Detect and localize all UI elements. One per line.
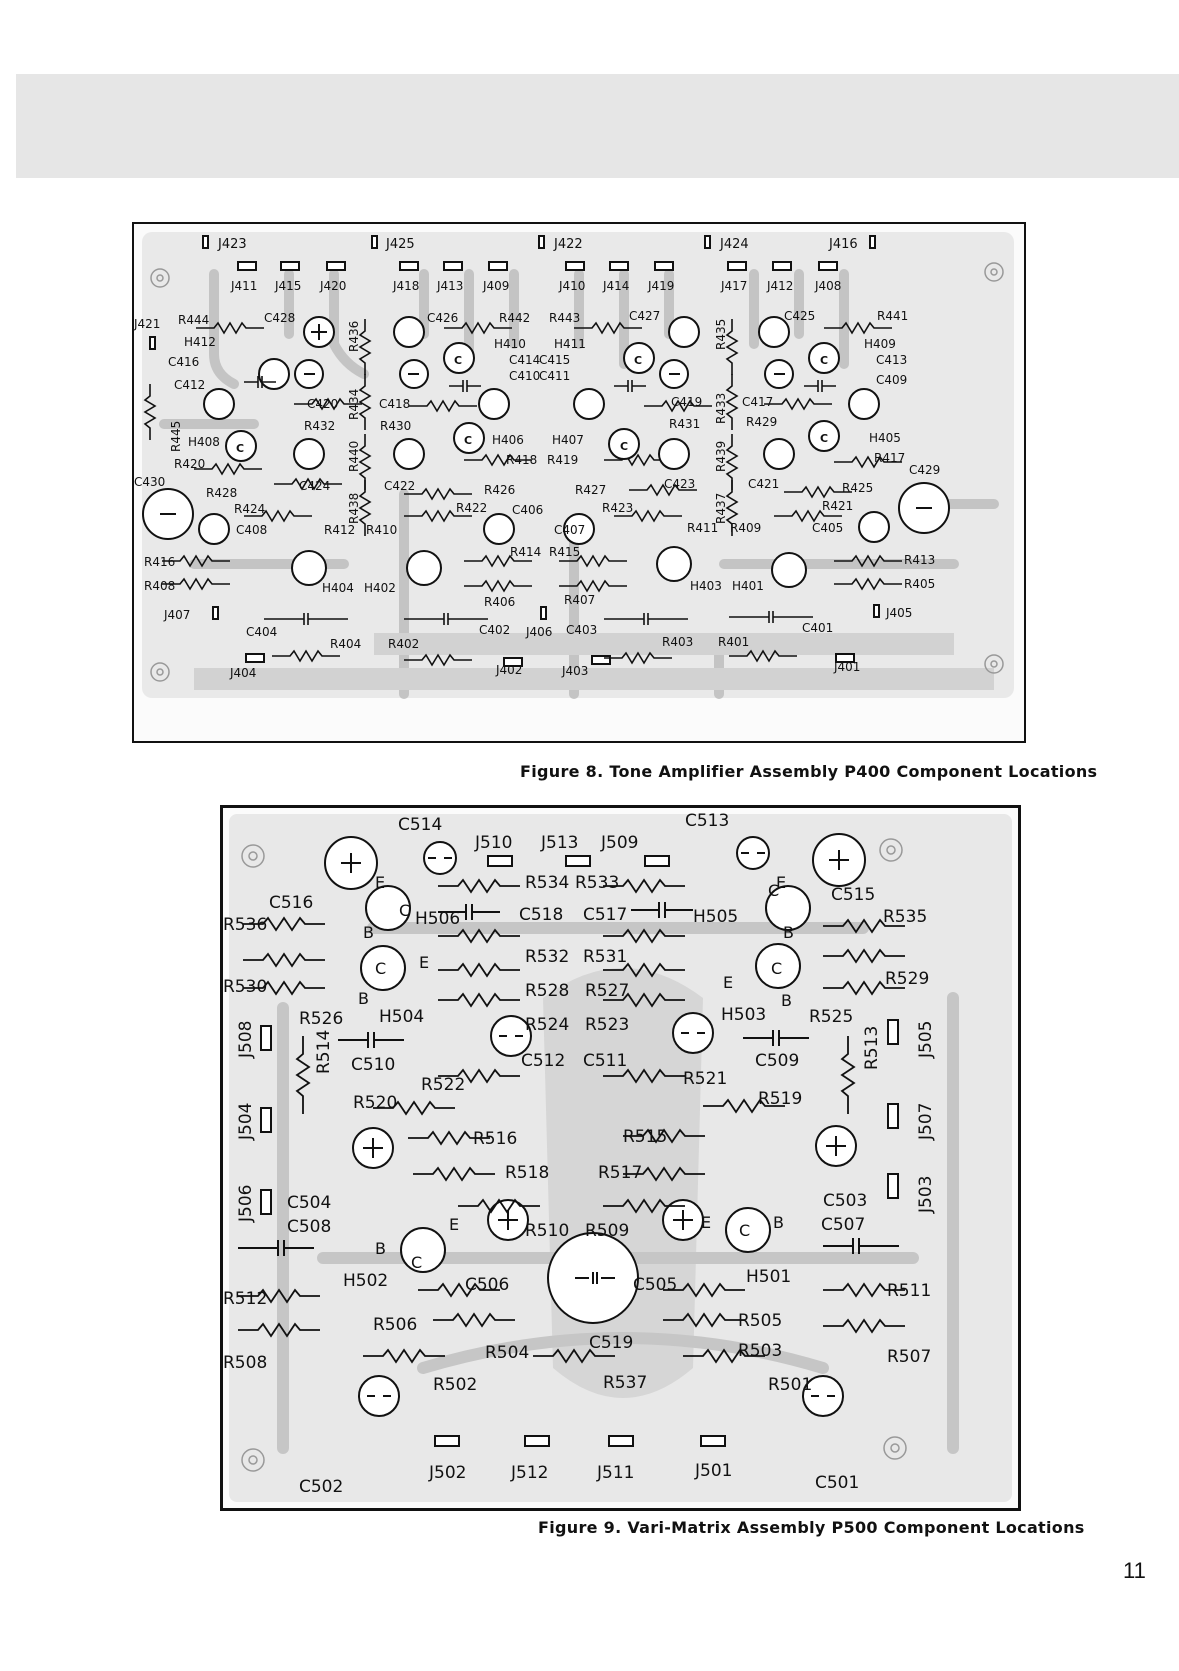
- jack-label: J418: [393, 279, 420, 293]
- capacitor-label: C422: [384, 479, 416, 493]
- figure-9-caption: Figure 9. Vari-Matrix Assembly P500 Component Locations: [538, 1518, 1085, 1537]
- jack-label: J511: [597, 1463, 635, 1483]
- resistor-label: R417: [874, 451, 906, 465]
- capacitor-label: C426: [427, 311, 459, 325]
- resistor-label: R402: [388, 637, 420, 651]
- transistor-label: H407: [552, 433, 584, 447]
- transistor-label: H402: [364, 581, 396, 595]
- svg-text:E: E: [419, 953, 430, 972]
- capacitor-label: C430: [134, 475, 166, 489]
- resistor-label: R436: [347, 320, 361, 352]
- jack-label: J425: [386, 237, 415, 252]
- header-band: [16, 74, 1179, 178]
- resistor-label: R438: [347, 492, 361, 524]
- svg-text:C: C: [454, 354, 463, 367]
- capacitor-label: C416: [168, 355, 200, 369]
- capacitor-label: C423: [664, 477, 696, 491]
- capacitor-label: C514: [398, 815, 443, 835]
- capacitor-label: C502: [299, 1477, 344, 1497]
- capacitor-label: C403: [566, 623, 598, 637]
- jack-label: J401: [834, 660, 861, 674]
- resistor-label: R426: [484, 483, 516, 497]
- capacitor-label: C405: [812, 521, 844, 535]
- capacitor-label: C420: [307, 397, 339, 411]
- resistor-label: R440: [347, 440, 361, 472]
- resistor-label: R443: [549, 311, 581, 325]
- transistor-label: H501: [746, 1267, 792, 1287]
- resistor-label: R523: [585, 1015, 630, 1035]
- capacitor-label: C517: [583, 905, 628, 925]
- transistor-label: H405: [869, 431, 901, 445]
- resistor-label: R521: [683, 1069, 728, 1089]
- resistor-label: R505: [738, 1311, 783, 1331]
- resistor-label: R416: [144, 555, 176, 569]
- resistor-label: R533: [575, 873, 620, 893]
- capacitor-label: C404: [246, 625, 278, 639]
- capacitor-label: C504: [287, 1193, 332, 1213]
- resistor-label: R406: [484, 595, 516, 609]
- capacitor-label: C417: [742, 395, 774, 409]
- capacitor-label: C516: [269, 893, 314, 913]
- resistor-label: R412: [324, 523, 356, 537]
- svg-text:E: E: [701, 1213, 712, 1232]
- vari-matrix-board: [220, 805, 1021, 1511]
- resistor-label: R413: [904, 553, 936, 567]
- tone-amplifier-board: [132, 222, 1026, 743]
- svg-text:C: C: [820, 354, 829, 367]
- capacitor-label: C515: [831, 885, 876, 905]
- jack-label: J411: [231, 279, 258, 293]
- resistor-label: R524: [525, 1015, 570, 1035]
- jack-label: J512: [511, 1463, 549, 1483]
- svg-text:B: B: [773, 1213, 784, 1232]
- jack-label: J423: [218, 237, 247, 252]
- svg-text:C: C: [771, 959, 783, 978]
- resistor-label: R502: [433, 1375, 478, 1395]
- page-number: 11: [1123, 1558, 1146, 1583]
- resistor-label: R514: [314, 1029, 334, 1074]
- svg-text:E: E: [776, 873, 787, 892]
- resistor-label: R517: [598, 1163, 643, 1183]
- resistor-label: R425: [842, 481, 874, 495]
- jack-label: J508: [236, 1020, 256, 1058]
- resistor-label: R506: [373, 1315, 418, 1335]
- resistor-label: R430: [380, 419, 412, 433]
- resistor-label: R528: [525, 981, 570, 1001]
- capacitor-label: C519: [589, 1333, 634, 1353]
- jack-label: J416: [829, 237, 858, 252]
- svg-text:C: C: [739, 1221, 751, 1240]
- resistor-label: R503: [738, 1341, 783, 1361]
- svg-text:B: B: [781, 991, 792, 1010]
- svg-text:B: B: [375, 1239, 386, 1258]
- jack-label: J506: [236, 1184, 256, 1222]
- svg-text:C: C: [375, 959, 387, 978]
- jack-label: J417: [721, 279, 748, 293]
- transistor-label: H409: [864, 337, 896, 351]
- svg-text:B: B: [783, 923, 794, 942]
- resistor-label: R507: [887, 1347, 932, 1367]
- jack-label: J403: [562, 664, 589, 678]
- jack-label: J409: [483, 279, 510, 293]
- resistor-label: R421: [822, 499, 854, 513]
- jack-label: J406: [526, 625, 553, 639]
- capacitor-label: C411: [539, 369, 571, 383]
- capacitor-label: C421: [748, 477, 780, 491]
- capacitor-label: C505: [633, 1275, 678, 1295]
- capacitor-label: C412: [174, 378, 206, 392]
- resistor-label: R535: [883, 907, 928, 927]
- transistor-label: H411: [554, 337, 586, 351]
- resistor-label: R439: [714, 440, 728, 472]
- capacitor-label: C410: [509, 369, 541, 383]
- svg-text:C: C: [768, 881, 780, 900]
- svg-text:B: B: [358, 989, 369, 1008]
- resistor-label: R522: [421, 1075, 466, 1095]
- resistor-label: R414: [510, 545, 542, 559]
- resistor-label: R433: [714, 392, 728, 424]
- resistor-label: R410: [366, 523, 398, 537]
- jack-label: J422: [554, 237, 583, 252]
- figure-8-caption: Figure 8. Tone Amplifier Assembly P400 Component Locations: [520, 762, 1098, 781]
- resistor-label: R442: [499, 311, 531, 325]
- jack-label: J419: [648, 279, 675, 293]
- resistor-label: R401: [718, 635, 750, 649]
- resistor-label: R531: [583, 947, 628, 967]
- resistor-label: R525: [809, 1007, 854, 1027]
- jack-label: J407: [164, 608, 191, 622]
- jack-label: J414: [603, 279, 630, 293]
- resistor-label: R501: [768, 1375, 813, 1395]
- resistor-label: R409: [730, 521, 762, 535]
- resistor-label: R511: [887, 1281, 932, 1301]
- resistor-label: R534: [525, 873, 570, 893]
- jack-label: J505: [916, 1020, 936, 1058]
- jack-label: J412: [767, 279, 794, 293]
- svg-text:C: C: [820, 432, 829, 445]
- resistor-label: R424: [234, 502, 266, 516]
- jack-label: J509: [601, 833, 639, 853]
- jack-label: J503: [916, 1175, 936, 1213]
- capacitor-label: C518: [519, 905, 564, 925]
- transistor-label: H403: [690, 579, 722, 593]
- transistor-label: H404: [322, 581, 354, 595]
- resistor-label: R422: [456, 501, 488, 515]
- svg-text:B: B: [363, 923, 374, 942]
- capacitor-label: C428: [264, 311, 296, 325]
- jack-label: J415: [275, 279, 302, 293]
- transistor-label: H408: [188, 435, 220, 449]
- transistor-label: H504: [379, 1007, 425, 1027]
- svg-text:C: C: [399, 901, 411, 920]
- capacitor-label: C501: [815, 1473, 860, 1493]
- capacitor-label: C429: [909, 463, 941, 477]
- capacitor-label: C424: [299, 479, 331, 493]
- resistor-label: R432: [304, 419, 336, 433]
- resistor-label: R529: [885, 969, 930, 989]
- resistor-label: R508: [223, 1353, 268, 1373]
- resistor-label: R513: [862, 1025, 882, 1070]
- resistor-label: R407: [564, 593, 596, 607]
- jack-label: J502: [429, 1463, 467, 1483]
- resistor-label: R532: [525, 947, 570, 967]
- capacitor-label: C512: [521, 1051, 566, 1071]
- resistor-label: R420: [174, 457, 206, 471]
- resistor-label: R423: [602, 501, 634, 515]
- transistor-label: H503: [721, 1005, 767, 1025]
- resistor-label: R437: [714, 492, 728, 524]
- svg-text:E: E: [449, 1215, 460, 1234]
- jack-label: J402: [496, 663, 523, 677]
- resistor-label: R428: [206, 486, 238, 500]
- capacitor-label: C511: [583, 1051, 628, 1071]
- jack-label: J421: [134, 317, 161, 331]
- capacitor-label: C509: [755, 1051, 800, 1071]
- transistor-label: H502: [343, 1271, 389, 1291]
- resistor-label: R415: [549, 545, 581, 559]
- resistor-label: R404: [330, 637, 362, 651]
- jack-label: J410: [559, 279, 586, 293]
- capacitor-label: C425: [784, 309, 816, 323]
- resistor-label: R515: [623, 1127, 668, 1147]
- capacitor-label: C406: [512, 503, 544, 517]
- svg-text:C: C: [464, 434, 473, 447]
- jack-label: J513: [541, 833, 579, 853]
- capacitor-label: C402: [479, 623, 511, 637]
- capacitor-label: C419: [671, 395, 703, 409]
- resistor-label: R408: [144, 579, 176, 593]
- svg-text:C: C: [634, 354, 643, 367]
- resistor-label: R435: [714, 318, 728, 350]
- jack-label: J420: [320, 279, 347, 293]
- capacitor-label: C508: [287, 1217, 332, 1237]
- resistor-label: R509: [585, 1221, 630, 1241]
- resistor-label: R510: [525, 1221, 570, 1241]
- jack-label: J504: [236, 1102, 256, 1140]
- resistor-label: R411: [687, 521, 719, 535]
- resistor-label: R527: [585, 981, 630, 1001]
- jack-label: J507: [916, 1102, 936, 1140]
- capacitor-label: C506: [465, 1275, 510, 1295]
- capacitor-label: C510: [351, 1055, 396, 1075]
- resistor-label: R403: [662, 635, 694, 649]
- resistor-label: R530: [223, 977, 268, 997]
- resistor-label: R418: [506, 453, 538, 467]
- resistor-label: R536: [223, 915, 268, 935]
- resistor-label: R520: [353, 1093, 398, 1113]
- transistor-label: H406: [492, 433, 524, 447]
- transistor-label: H401: [732, 579, 764, 593]
- resistor-label: R441: [877, 309, 909, 323]
- transistor-label: H412: [184, 335, 216, 349]
- capacitor-label: C503: [823, 1191, 868, 1211]
- capacitor-label: C415: [539, 353, 571, 367]
- resistor-label: R419: [547, 453, 579, 467]
- capacitor-label: C414: [509, 353, 541, 367]
- resistor-label: R537: [603, 1373, 648, 1393]
- resistor-label: R405: [904, 577, 936, 591]
- resistor-label: R429: [746, 415, 778, 429]
- capacitor-label: C409: [876, 373, 908, 387]
- svg-text:C: C: [411, 1253, 423, 1272]
- jack-label: J413: [437, 279, 464, 293]
- resistor-label: R526: [299, 1009, 344, 1029]
- resistor-label: R431: [669, 417, 701, 431]
- p500-board-diagram: [223, 808, 1018, 1508]
- resistor-label: R519: [758, 1089, 803, 1109]
- resistor-label: R427: [575, 483, 607, 497]
- transistor-label: H410: [494, 337, 526, 351]
- resistor-label: R434: [347, 388, 361, 420]
- resistor-label: R516: [473, 1129, 518, 1149]
- capacitor-label: C401: [802, 621, 834, 635]
- resistor-label: R445: [169, 420, 183, 452]
- p400-board-diagram: [134, 224, 1024, 741]
- jack-label: J501: [695, 1461, 733, 1481]
- jack-label: J404: [230, 666, 257, 680]
- svg-text:C: C: [236, 442, 245, 455]
- transistor-label: H506: [415, 909, 461, 929]
- resistor-label: R444: [178, 313, 210, 327]
- capacitor-label: C413: [876, 353, 908, 367]
- resistor-label: R504: [485, 1343, 530, 1363]
- jack-label: J510: [475, 833, 513, 853]
- capacitor-label: C408: [236, 523, 268, 537]
- capacitor-label: C507: [821, 1215, 866, 1235]
- capacitor-label: C513: [685, 811, 730, 831]
- resistor-label: R512: [223, 1289, 268, 1309]
- svg-text:E: E: [723, 973, 734, 992]
- resistor-label: R518: [505, 1163, 550, 1183]
- capacitor-label: C407: [554, 523, 586, 537]
- svg-text:C: C: [620, 440, 629, 453]
- jack-label: J405: [886, 606, 913, 620]
- jack-label: J408: [815, 279, 842, 293]
- capacitor-label: C418: [379, 397, 411, 411]
- transistor-label: H505: [693, 907, 739, 927]
- svg-text:E: E: [375, 873, 386, 892]
- jack-label: J424: [720, 237, 749, 252]
- capacitor-label: C427: [629, 309, 661, 323]
